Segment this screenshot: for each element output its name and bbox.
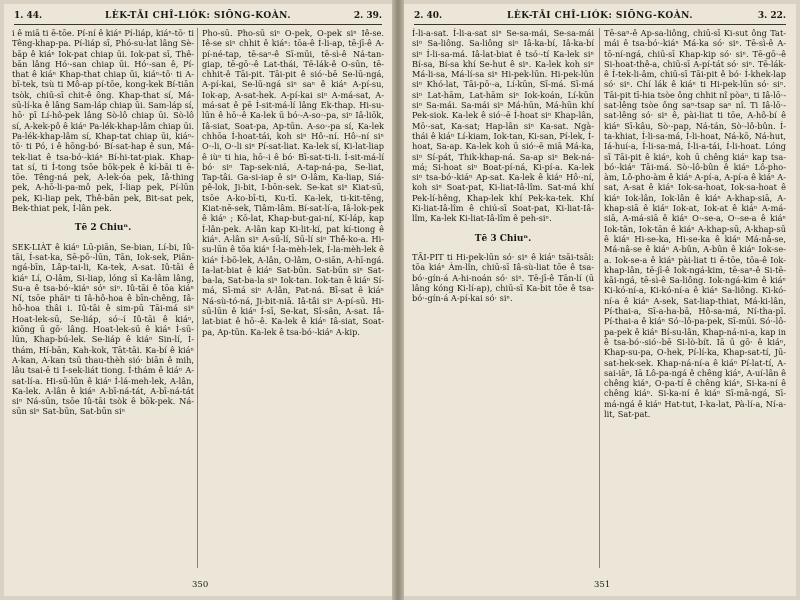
left-running-header bbox=[14, 10, 382, 25]
left-header-ref-end: 2. 39. bbox=[353, 11, 382, 21]
right-col1-text-top: Í-li-a-sat. Í-li-a-sat siⁿ Se-sa-mái, Se-sa-mái siⁿ Sa-liông. Sa-liông siⁿ Iâ-ka-bí, Iâ-ka-bí siⁿ Í-li-sa-má. Iâ-lat-biat ê tsó·-tí Ka-lek siⁿ Bí-sa, Bí-sa khí Se-hut ê siⁿ. Ka-lek koh siⁿ Má-li-sa, Má-lí-sa siⁿ Hi-pek-lūn. Hi-pek-lūn siⁿ Khó-lat, Tāi-pō·-a, Lí-kūn, Sī-má. Sī-má siⁿ Lat-hām, Lat-hām siⁿ Iok-koán, Lí-kūn siⁿ Sa-mái. Sa-mái siⁿ Má-hūn, Má-hūn khí Pek-siok. Ka-lek ê sió·-ē Í-hoat siⁿ Khap-lân, Mō·-sat, Ka-sat; Hap-lân siⁿ Ka-sat. Ngà-thái ê kiáⁿ Lí-kiam, Iok-tan, Ki-san, Pí-lek, Í-hoat, Sa-ap. Ka-lek koh ū sió·-ē miā Má-ka, siⁿ Sí-pát, Thik-khap-ná. Sa-ap siⁿ Bek-ná-má; Si-hoat siⁿ Boat-pí-ná, Ki-pí-a. Ka-lek siⁿ tsa-bó·-kiáⁿ Ap-sat. Ka-lek ê kiáⁿ Hô·-ní, koh siⁿ Soat-pat, Ki-liat-Iâ-lîm. Sat-má khí Pek-lí-hêng, Khap-lek khí Pek-ka-tek. Khí Ki-liat-Iâ-lîm ê chiú-sī Soat-pat, Ki-liat-Iâ-lîm, Ka-lek Ki-liat-Iâ-lîm ê peh-siⁿ. bbox=[412, 28, 594, 224]
left-column-divider bbox=[197, 28, 198, 568]
left-col2-text: Pho-sū. Pho-sū siⁿ O-pek, O-pek siⁿ Iê-se. Iê-se siⁿ chhit ê kiáⁿ: tōa-ê Í-li-ap, tē-jī-ê A-pí-né-tap, tē-saⁿ-ê Sī-mūi, tē-sì-ê Ná-tan-giap, tē-gō·-ê Lat-thái, Tē-lák-ê O-sūn, tē-chhit-ê Tāi-pit. Tāi-pit ê sió·-bē Se-lū-ngá, A-pí-kai, Se-lū-ngá siⁿ saⁿ ê kiáⁿ A-pí-su, Iok-ap, A-sat-hek. A-pí-kai siⁿ A-má-sat, A-má-sat ê pē Í-sit-má-lí lâng Ek-thap. Hi-su-lūn ê hō·-ê Ka-lek ū bó·-A-so·-pa, siⁿ Iâ-liōk, Iâ-siat, Soat-pa, Ap-tūn. A-so·-pa sí, Ka-lek chhōa Í-hoat-tái, koh siⁿ Hô·-ní. Hô·-ní siⁿ O·-li, O·-li siⁿ Pí-sat-liat. Ka-lek sí, Ki-lat-liap ê iùⁿ ti hia, hō·-i ê bó· Bī-sat-ti-li. Í-sit-má-lí bó· siⁿ Tap-sek-niá, A-tap-ná-pa, Se-liat, Tap-tâi. Ga-si-iap ê siⁿ O-lâm, Ka-liap, Siá-pê-lok, Ji-bit, I-bōn-sek. Se-kat siⁿ Kiat-sū, tsōe A-ko-bī-ti, Ku-tī. Ka-lek, ti-kit-tēng, Kiat-nē-sek, Tiâm-lâm. Bí-sat-lí-a, Iâ-lok-pek ê kiáⁿ ; Kō-lat, Khap-but-gai-ní, Kí-láp, kap Í-lân-pek. A-lân kap Ki-lit-kí, pat kí-tiong ê kiáⁿ. A-lân siⁿ A-sū-lí, Sū-lí siⁿ Thê-ko-a. Hi-su-lūn ê tōa kiáⁿ Í-la-mèh-lek, Í-la-mèh-lek ê kiáⁿ Í-bō-lek, A-lân, O-lâm, O-siān, A-hī-ngá. Ia-lat-biat ê kiáⁿ Sat-būn. Sat-būn siⁿ Sat-ba-la, Sat-ba-la siⁿ Iok-tan. Iok-tan ê kiáⁿ Sí-má, Sī-má siⁿ A-lân, Pat-ná. Bī-sat ê kiáⁿ Ná-sù-tó-ná, Ji-bit-niā. Iâ-tâi siⁿ A-pí-sū. Hi-sū-lūn ê kiáⁿ Í-sī, Se-kat, Sî-sân, A-sat. Iâ-lat-biat ê hō·-ê. Ka-lek ê kiáⁿ Iâ-siat, Soat-pa, Ap-tūn. Ka-lek ê tsa-bó·-kiáⁿ A-kip. bbox=[202, 28, 384, 337]
right-column-divider bbox=[599, 28, 600, 568]
chapter-heading-2: Tē 2 Chiuⁿ. bbox=[74, 223, 132, 234]
left-col1-text-bottom: SEK-LIÀT ê kiáⁿ Lū-piān, Se-bian, Lí-bi, Iû-tāi, Í-sat-ka, Sē-pō·-lūn, Tān, Iok-sek, Piān-ngá-bīn, Lâp-tai-li, Ka-tek, A-sat. Iû-tāi ê kiáⁿ Lí, O-lâm, Si-liap, lóng sī Ka-lâm lâng, Su-a ê tsa-bó·-kiáⁿ sóⁿ siⁿ. Iû-tāi ê tōa kiáⁿ Ní, tsōe phāiⁿ ti Iâ-hô-hoa ê bīn-chêng, Iâ-hô-hoa thâi i. Iû-tāi ê sim-pū Tāi-má siⁿ Hoat-lek-sū, Se-liáp, só·-í Iû-tāi ê kiáⁿ, kiōng ū gō· lâng. Hoat-lek-sū ê kiáⁿ Í-sū-lūn, Khap-bú-lek. Se-liáp ê kiáⁿ Sin-lí, Í-thám, Hí-bān, Kah-kok, Tāt-tāi. Ka-bí ê kiáⁿ A-kan, A-kan tsū thau-thèh sió· biān ê mih, lâu tsai-ē ti Í-sek-liát tiong. Í-thám ê kiáⁿ A-sat-lí-a. Hi-sū-lūn ê kiáⁿ Í-lá-meh-lek, A-lân, Ka-lek. A-lân ê kiáⁿ A-bī-ná-tát, A-bī-ná-tát siⁿ Ná-sūn, tsōe Iû-tāi tsòk ê bōk-pek. Ná-sūn siⁿ Sat-būn, Sat-būn siⁿ bbox=[12, 241, 194, 417]
left-column-2 bbox=[202, 28, 384, 568]
chapter-heading-3: Tē 3 Chiuⁿ. bbox=[474, 233, 532, 244]
left-header-ref-start: 1. 44. bbox=[14, 11, 43, 21]
book-gutter bbox=[392, 0, 404, 600]
left-page bbox=[4, 4, 392, 596]
right-col1-text-bottom: TĀI-PIT ti Hi-pek-lūn só· siⁿ ê kiáⁿ tsāi-tsāi: tōa kiáⁿ Àm-lîn, chiū-sī Iâ-sù-liat tōe ê tsa-bó·-gín-á A-hi-noán só· siⁿ. Tē-jī-ê Tān-lí (ū lâng kóng Ki-lí-ap), chiū-sī Ka-bit tōe ê tsa-bó·-gín-á A-pí-kai só· siⁿ. bbox=[412, 251, 594, 304]
right-header-title: LÈK-TĀI CHÎ-LIÓK: SIŌNG-KOÀN. bbox=[507, 11, 693, 21]
left-header-title: LÈK-TĀI CHÎ-LIÓK: SIŌNG-KOÀN. bbox=[105, 11, 291, 21]
right-page-number: 351 bbox=[594, 580, 611, 590]
right-column-2 bbox=[604, 28, 786, 568]
left-page-number: 350 bbox=[192, 580, 209, 590]
right-running-header bbox=[414, 10, 786, 25]
right-header-ref-end: 3. 22. bbox=[757, 11, 786, 21]
right-page bbox=[404, 4, 796, 596]
right-col2-text: Tē-saⁿ-ê Ap-sa-liông, chiū-sī Ki-sut ông Tat-mái ê tsa-bó·-kiáⁿ Má-ka só· siⁿ. Tē-sì-ê A-tō-ní-ngá, chiū-sī Khap-kip só· siⁿ. Tē-gō·-ê Si-hoat-thê-a, chiū-sī A-pí-tát só· siⁿ. Tē-lák-ê Í-tek-li-âm, chiū-sī Tāi-pit ê bó· Í-khek-lap só· siⁿ. Chí lák ê kiáⁿ ti Hi-pek-lūn só· siⁿ. Tāi-pit tī-hia tsòe ông chhit nî pòaⁿ, ti Iâ-lō·-sat-lêng tsòe ông saⁿ-tsap saⁿ nî. Ti Iâ-lō·-sat-lêng só· siⁿ ê, pài-liat ti tōe, A-hô-bí ê kiáⁿ Sī-kâu, Sò·-pap, Ná-tán, Sò·-lô-bûn. Í-ta-khiat, Í-li-sa-má, Í-li-hoat, Ná-kō, Ná-hut, Iá-huí-a, Í-li-sa-má, Í-li-a-tái, Í-li-hoat. Lóng sī Tāi-pit ê kiáⁿ, koh ū chêng kiáⁿ kap tsa-bó·-kiáⁿ Tāi-má. Sò·-lô-bûn ê kiáⁿ Lô-pho-àm, Lô-pho-àm ê kiáⁿ A-pí-a, A-pí-a ê kiáⁿ A-sat, A-sat ê kiáⁿ Iok-sa-hoat, Iok-sa-hoat ê kiáⁿ Iok-lân, Iok-lân ê kiáⁿ A-khap-siā, A-khap-siā ê kiáⁿ Iok-at, Iok-at ê kiáⁿ A-má-siā, A-má-siā ê kiáⁿ O·-se-a, O·-se-a ê kiáⁿ Iok-tān, Iok-tān ê kiáⁿ A-khap-sū, A-khap-sū ê kiáⁿ Hi-se-ka, Hi-se-ka ê kiáⁿ Má-nâ-se, Má-nâ-se ê kiáⁿ A-bûn, A-bûn ê kiáⁿ Iok-se-a. Iok-se-a ê kiáⁿ pài-liat ti ē-tōe, tōa-ê Iok-khap-lân, tē-jī-ê Iok-ngá-kim, tē-saⁿ-ê Si-tē-kāi-ngá, tē-sì-ê Sa-liông. Iok-ngá-kim ê kiáⁿ Ki-kó-ní-a, Ki-kó-ní-a ê kiáⁿ Sa-liông. Ki-kó-ní-a ê kiáⁿ A-sek, Sat-liap-thiat, Má-ki-lân, Pí-thai-a, Sī-a-ha-bā, Hô-sa-má, Ní-tha-pī. Pí-thai-a ê kiáⁿ Só·-lô-pa-pek, Sī-mūi. Só·-lô-pa-pek ê kiáⁿ Bí-su-lân, Khap-ná-ni-a, kap in ê tsa-bó·-sió·-bē Si-lò-bít. Iā ū gō· ê kiáⁿ, Khap-su-pa, O-hek, Pí-lí-ka, Khap-sat-tí, Jū-sat-hek-sek. Khap-ná-ní-a ê kiáⁿ Pí-lat-tí, A-sai-iāⁿ, Iā Lô-pa-ngá ê chêng kiáⁿ, A-uí-lân ê chêng kiáⁿ, O-pa-tí ê chêng kiáⁿ, Si-ka-ní ê chêng kiáⁿ. Si-ka-ní ê kiáⁿ Sī-mā-ngá, Sī-má-ngá ê kiáⁿ Hat-tut, I-ka-lat, Pà-lí-a, Ní-a-lit, Sat-pat. bbox=[604, 28, 786, 419]
right-column-1 bbox=[412, 28, 594, 568]
left-col1-text-top: i ê miā ti ē-tōe. Pí-ní ê kiáⁿ Pí-liáp, kiáⁿ-tō· ti Têng-khap-pa. Pí-liáp sī, Phó-su-lat lâng Sè-bāp ê kiáⁿ Iok-pat chiap ūi. Iok-pat sī, Thê-bān lâng Hó·-san chiap ūi. Hó·-san ê, Pí-that ê kiáⁿ Khap-that chiap ūi, kiáⁿ-tō· ti A-bī-tek, tsù ti Mô-ap pí-tōe, kong-kek Bí-tiān tsòk, chiū-sī chit-ê ông. Khap-that sí, Má-sū-lí-ka ê lâng Sam-láp chiap ūi. Sam-láp sí, hō· pī Lí-hô-pek lâng Sò-lô chiap ūi. Sò-lô sí, A-kek-pô ê kiáⁿ Pa-lék-khap-lâm chiap ūi. Pa-lék-khap-lâm sí, Khap-tat chiap ūi, kiáⁿ-tō· ti Pó, i ê hōng-bó· Bí-sat-hap ê sun, Má-tek-liat ê tsa-bó·-kiáⁿ Bí-hi-tat-piak. Khap-tat sí, ti Í-tong tsōe bōk-pek ê kí-bāi ti ē-tōe. Têng-ná pek, A-lek-óa pek, Iâ-thing pek, A-hō-li-pa-mô pek, Í-liap pek, Pí-lūn pek, Ki-liap pek, Thê-bān pek, Bit-sat pek, Bek-thiat pek, Í-lân pek. bbox=[12, 28, 194, 214]
left-column-1 bbox=[12, 28, 194, 568]
right-header-ref-start: 2. 40. bbox=[414, 11, 443, 21]
